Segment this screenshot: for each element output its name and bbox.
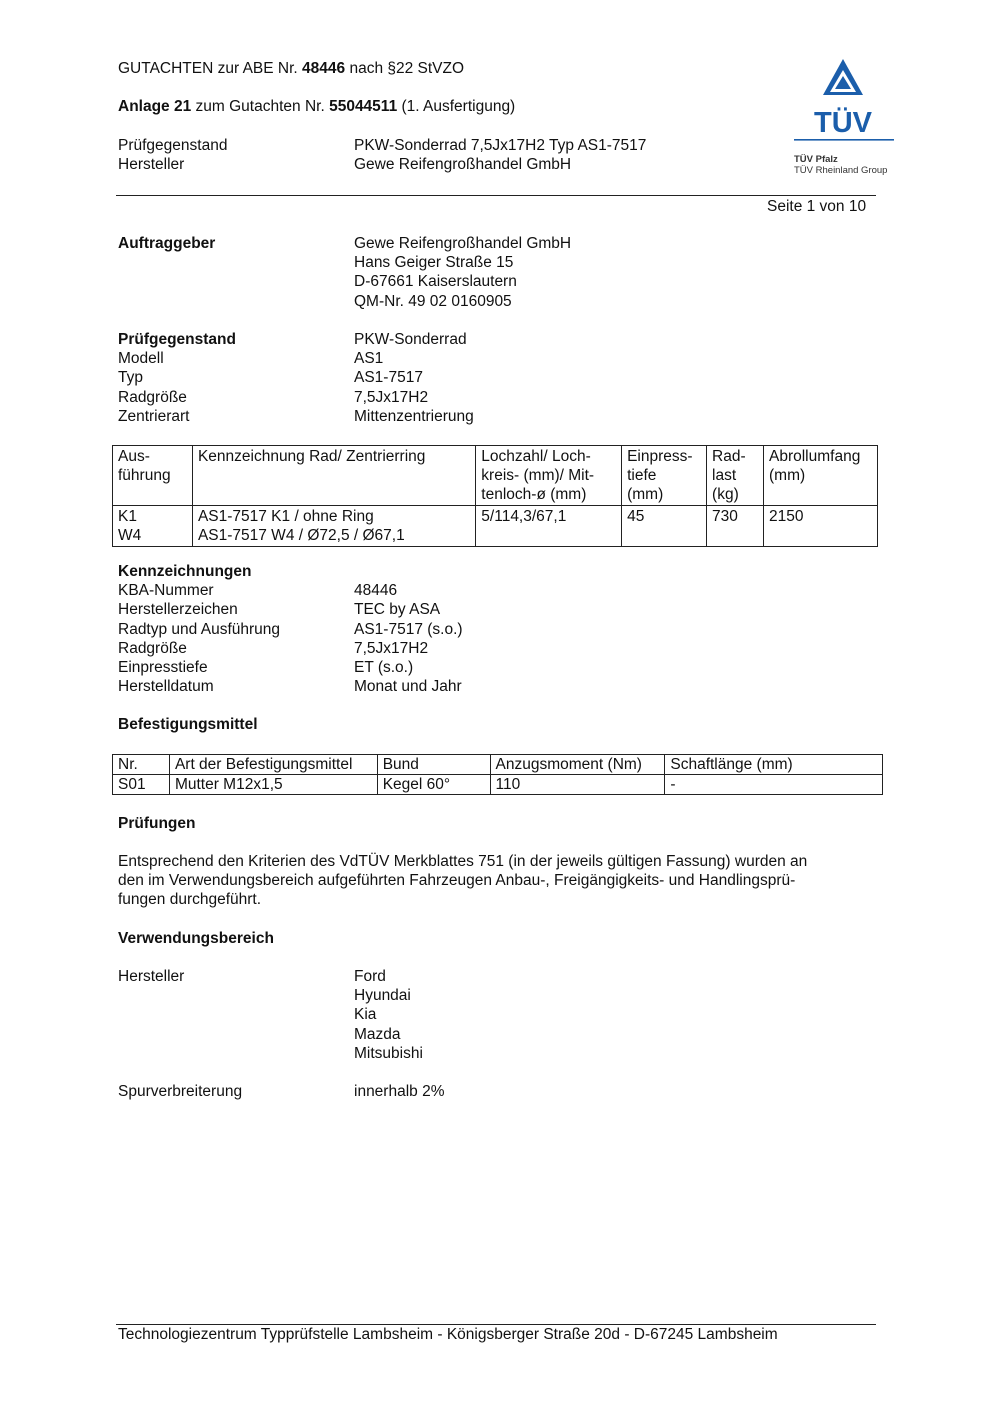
spurverbreiterung-label: Spurverbreiterung <box>118 1083 243 1100</box>
verwendung-hersteller-list <box>354 967 423 1063</box>
wheel-cell-ausfuehrung: K1 W4 <box>113 506 193 547</box>
abe-number: 48446 <box>302 60 346 77</box>
header-rule <box>116 195 876 196</box>
hersteller-list-item: Hyundai <box>354 987 411 1005</box>
pruefgegenstand-label: Modell <box>118 350 164 368</box>
anlage-mid-text: zum Gutachten Nr. <box>191 98 330 115</box>
kennzeichnung-label: Herstelldatum <box>118 678 214 696</box>
gutachten-number: 55044511 <box>329 98 398 115</box>
hersteller-list-item: Mitsubishi <box>354 1044 423 1062</box>
tuev-logo <box>757 55 930 180</box>
tuev-brand-text: TÜV <box>814 107 872 139</box>
kennzeichnungen-labels <box>118 562 280 696</box>
befestigung-heading: Befestigungsmittel <box>118 716 258 733</box>
wheel-cell-abrollumfang: 2150 <box>764 506 878 547</box>
pruefungen-paragraph <box>118 852 807 910</box>
verwendung-hersteller-label: Hersteller <box>118 968 185 985</box>
page-info: Seite 1 von 10 <box>767 198 867 215</box>
befestigung-header-cell: Art der Befestigungsmittel <box>169 755 377 775</box>
pruefgegenstand-heading: Prüfgegenstand <box>118 331 236 348</box>
hersteller-list-item: Kia <box>354 1006 377 1024</box>
abe-title-prefix: GUTACHTEN zur ABE Nr. <box>118 60 303 77</box>
wheel-cell-radlast: 730 <box>707 506 764 547</box>
pruefgegenstand-labels <box>118 330 236 426</box>
befestigung-table <box>112 754 883 795</box>
pruefgegenstand-heading-value: PKW-Sonderrad <box>354 331 467 348</box>
wheel-header-radlast: Rad- last (kg) <box>707 446 764 506</box>
befestigung-cell: 110 <box>490 775 665 795</box>
ausfertigung-text: (1. Ausfertigung) <box>397 98 516 115</box>
pruefgegenstand-value: AS1-7517 <box>354 369 423 387</box>
kennzeichnung-value: Monat und Jahr <box>354 678 462 696</box>
header-pruefgegenstand-value: PKW-Sonderrad 7,5Jx17H2 Typ AS1-7517 <box>354 137 647 154</box>
kennzeichnung-label: Radtyp und Ausführung <box>118 620 281 638</box>
pruefungen-line: fungen durchgeführt. <box>118 891 262 909</box>
tuev-group-text: TÜV Rheinland Group <box>794 165 888 176</box>
kennzeichnung-value: TEC by ASA <box>354 601 441 619</box>
pruefgegenstand-value: AS1 <box>354 350 384 368</box>
pruefungen-line: den im Verwendungsbereich aufgeführten Fahrzeugen Anbau-, Freigängigkeits- und Handlingsprü- <box>118 872 796 890</box>
auftraggeber-line: D-67661 Kaiserslautern <box>354 273 517 291</box>
kennzeichnung-value: AS1-7517 (s.o.) <box>354 620 463 638</box>
befestigung-header-row <box>113 755 883 775</box>
befestigung-cell: Mutter M12x1,5 <box>169 775 377 795</box>
pruefgegenstand-value: Mittenzentrierung <box>354 407 474 425</box>
header-pruefgegenstand-label: Prüfgegenstand <box>118 137 228 154</box>
kennzeichnungen-values <box>354 581 463 696</box>
wheel-header-abrollumfang: Abrollumfang (mm) <box>764 446 878 506</box>
hersteller-list-item: Mazda <box>354 1025 401 1043</box>
befestigung-header-cell: Nr. <box>113 755 170 775</box>
kennzeichnungen-heading: Kennzeichnungen <box>118 563 252 580</box>
anlage-line <box>118 97 515 116</box>
pruefgegenstand-value: 7,5Jx17H2 <box>354 388 429 406</box>
befestigung-header-cell: Bund <box>377 755 490 775</box>
abe-title <box>118 59 464 78</box>
wheel-cell-einpresstiefe: 45 <box>622 506 707 547</box>
auftraggeber-line: Hans Geiger Straße 15 <box>354 254 514 272</box>
wheel-table-row <box>113 506 878 547</box>
auftraggeber-label: Auftraggeber <box>118 235 216 252</box>
befestigung-cell: Kegel 60° <box>377 775 490 795</box>
kennzeichnung-value: ET (s.o.) <box>354 658 414 676</box>
tuev-pfalz-text: TÜV Pfalz <box>794 154 838 165</box>
pruefungen-heading: Prüfungen <box>118 815 196 832</box>
tuev-triangle-icon <box>757 55 930 180</box>
pruefungen-line: Entsprechend den Kriterien des VdTÜV Merkblattes 751 (in der jeweils gültigen Fassung) wurden an <box>118 853 808 870</box>
kennzeichnung-label: Radgröße <box>118 639 187 657</box>
wheel-header-einpresstiefe: Einpress- tiefe (mm) <box>622 446 707 506</box>
auftraggeber-line: Gewe Reifengroßhandel GmbH <box>354 235 572 252</box>
wheel-header-ausfuehrung: Aus- führung <box>113 446 193 506</box>
kennzeichnung-value: 48446 <box>354 582 398 600</box>
header-hersteller-label: Hersteller <box>118 156 185 174</box>
befestigung-cell: - <box>665 775 883 795</box>
kennzeichnung-label: Einpresstiefe <box>118 658 208 676</box>
anlage-number: Anlage 21 <box>118 98 192 115</box>
header-hersteller-value: Gewe Reifengroßhandel GmbH <box>354 156 572 174</box>
wheel-cell-lochzahl: 5/114,3/67,1 <box>476 506 622 547</box>
wheel-header-lochzahl: Lochzahl/ Loch- kreis- (mm)/ Mit- tenloch-ø (mm) <box>476 446 622 506</box>
pruefgegenstand-values <box>354 330 474 426</box>
spurverbreiterung-value: innerhalb 2% <box>354 1083 445 1100</box>
pruefgegenstand-label: Radgröße <box>118 388 187 406</box>
pruefgegenstand-label: Zentrierart <box>118 407 190 425</box>
kennzeichnung-label: Herstellerzeichen <box>118 601 238 619</box>
abe-title-suffix: nach §22 StVZO <box>345 60 465 77</box>
wheel-cell-kennzeichnung: AS1-7517 K1 / ohne Ring AS1-7517 W4 / Ø72,5 / Ø67,1 <box>192 506 475 547</box>
auftraggeber-address <box>354 234 571 311</box>
befestigung-cell: S01 <box>113 775 170 795</box>
header-values <box>354 136 646 174</box>
befestigung-header-cell: Schaftlänge (mm) <box>665 755 883 775</box>
verwendungsbereich-heading: Verwendungsbereich <box>118 930 274 947</box>
wheel-table <box>112 445 878 547</box>
hersteller-list-item: Ford <box>354 968 386 985</box>
wheel-table-header-row <box>113 446 878 506</box>
footer-text: Technologiezentrum Typprüfstelle Lambsheim - Königsberger Straße 20d - D-67245 Lambsheim <box>118 1326 778 1343</box>
wheel-header-kennzeichnung: Kennzeichnung Rad/ Zentrierring <box>192 446 475 506</box>
befestigung-row <box>113 775 883 795</box>
kennzeichnung-label: KBA-Nummer <box>118 582 214 600</box>
befestigung-header-cell: Anzugsmoment (Nm) <box>490 755 665 775</box>
pruefgegenstand-label: Typ <box>118 369 143 387</box>
kennzeichnung-value: 7,5Jx17H2 <box>354 639 429 657</box>
header-labels <box>118 136 227 174</box>
auftraggeber-line: QM-Nr. 49 02 0160905 <box>354 292 512 310</box>
